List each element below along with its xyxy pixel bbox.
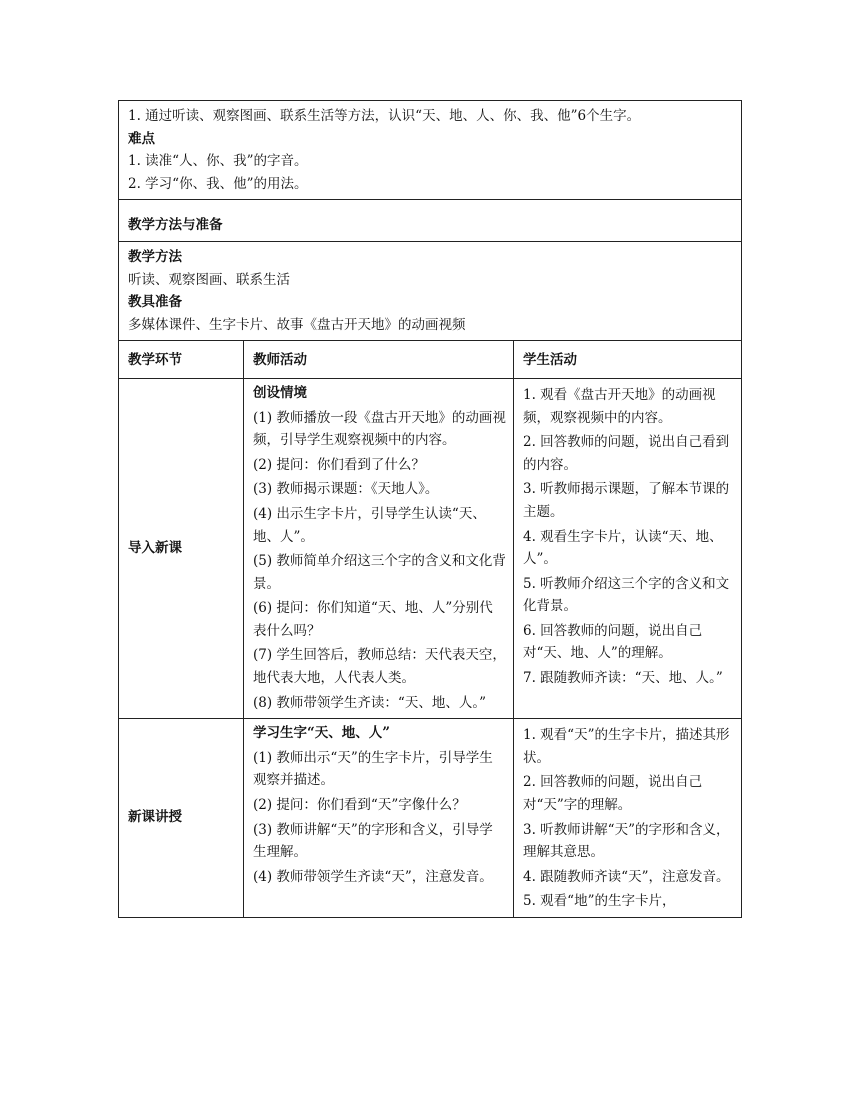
tools-heading: 教具准备 [128, 294, 182, 311]
teacher-activity-cell [244, 719, 514, 918]
student-activity-item: 4. 观看生字卡片，认读“天、地、人”。 [523, 528, 723, 568]
teacher-activity-item: (4) 教师带领学生齐读“天”，注意发音。 [253, 868, 493, 885]
student-activity-item: 5. 观看“地”的生字卡片， [523, 893, 676, 910]
student-activity-item: 1. 观看“天”的生字卡片，描述其形状。 [523, 727, 730, 766]
teacher-activity-item: (1) 教师播放一段《盘古开天地》的动画视频，引导学生观察视频中的内容。 [253, 409, 506, 449]
teacher-activity-title: 学习生字“天、地、人” [253, 725, 391, 742]
goals-cell [119, 101, 742, 200]
student-activity-item: 3. 听教师揭示课题，了解本节课的主题。 [523, 481, 730, 520]
teacher-activity-item: (8) 教师带领学生齐读：“天、地、人。” [253, 694, 486, 711]
teacher-activity-cell [244, 378, 514, 718]
difficulty-heading: 难点 [128, 130, 155, 147]
student-activity-item: 4. 跟随教师齐读“天”，注意发音。 [523, 868, 730, 885]
student-activity-item: 2. 回答教师的问题，说出自己对“天”字的理解。 [523, 774, 703, 814]
method-text: 听读、观察图画、联系生活 [128, 271, 290, 288]
table-row [119, 719, 742, 918]
teacher-activity-item: (1) 教师出示“天”的生字卡片，引导学生观察并描述。 [253, 749, 493, 789]
table-row [119, 378, 742, 718]
teacher-activity-item: (4) 出示生字卡片，引导学生认读“天、地、人”。 [253, 505, 486, 545]
stage-cell: 新课讲授 [119, 719, 244, 918]
lesson-plan-table [118, 100, 742, 918]
stage-cell: 导入新课 [119, 378, 244, 718]
lesson-plan-page [118, 100, 741, 918]
methods-cell [119, 241, 742, 340]
teacher-activity-item: (7) 学生回答后，教师总结：天代表天空，地代表大地，人代表人类。 [253, 647, 506, 687]
methods-title-row [119, 200, 742, 242]
student-activity-item: 1. 观看《盘古开天地》的动画视频，观察视频中的内容。 [523, 386, 716, 426]
header-stage: 教学环节 [119, 341, 244, 379]
header-student: 学生活动 [514, 341, 742, 379]
teacher-activity-item: (2) 提问：你们看到“天”字像什么？ [253, 797, 466, 814]
student-activity-cell [514, 378, 742, 718]
header-teacher: 教师活动 [244, 341, 514, 379]
difficulty-item: 1. 读准“人、你、我”的字音。 [128, 153, 308, 170]
teacher-activity-title: 创设情境 [253, 384, 307, 401]
teacher-activity-item: (2) 提问：你们看到了什么？ [253, 456, 425, 473]
difficulty-item: 2. 学习“你、我、他”的用法。 [128, 175, 308, 192]
teacher-activity-item: (5) 教师简单介绍这三个字的含义和文化背景。 [253, 553, 506, 592]
methods-row [119, 241, 742, 340]
student-activity-cell [514, 719, 742, 918]
student-activity-item: 7. 跟随教师齐读：“天、地、人。” [523, 670, 723, 687]
teacher-activity-item: (3) 教师揭示课题：《天地人》。 [253, 481, 439, 498]
table-header-row [119, 341, 742, 379]
tools-text: 多媒体课件、生字卡片、故事《盘古开天地》的动画视频 [128, 316, 466, 333]
student-activity-item: 3. 听教师讲解“天”的字形和含义，理解其意思。 [523, 821, 730, 861]
goals-intro: 1. 通过听读、观察图画、联系生活等方法，认识“天、地、人、你、我、他”6个生字。 [128, 108, 641, 124]
teacher-activity-item: (3) 教师讲解“天”的字形和含义，引导学生理解。 [253, 821, 493, 861]
teacher-activity-item: (6) 提问：你们知道“天、地、人”分别代表什么吗？ [253, 600, 493, 639]
goals-row [119, 101, 742, 200]
method-heading: 教学方法 [128, 248, 182, 265]
student-activity-item: 6. 回答教师的问题，说出自己对“天、地、人”的理解。 [523, 622, 703, 662]
student-activity-item: 5. 听教师介绍这三个字的含义和文化背景。 [523, 575, 730, 615]
methods-section-title: 教学方法与准备 [119, 200, 742, 242]
student-activity-item: 2. 回答教师的问题，说出自己看到的内容。 [523, 434, 730, 473]
